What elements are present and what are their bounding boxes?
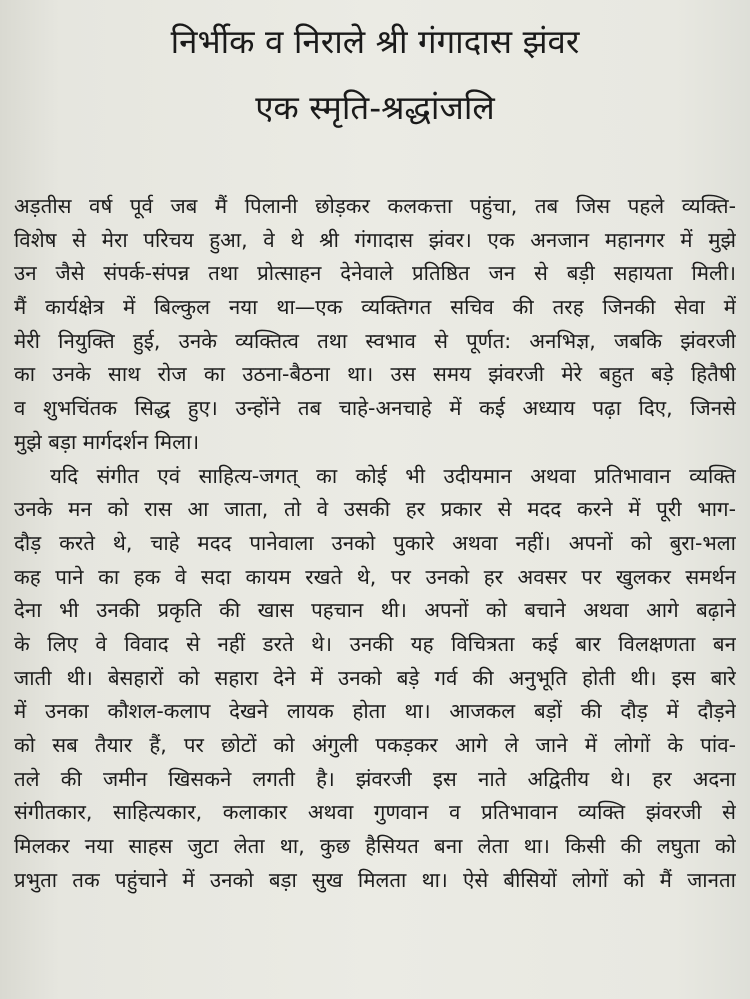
text-line: संगीतकार, साहित्यकार, कलाकार अथवा गुणवान व प्रतिभावान व्यक्ति झंवरजी से	[14, 800, 736, 825]
text-line: यदि संगीत एवं साहित्य-जगत् का कोई भी उदीयमान अथवा प्रतिभावान व्यक्ति	[50, 463, 736, 488]
text-line: में उनका कौशल-कलाप देखने लायक होता था। आजकल बड़ों की दौड़ में दौड़ने	[14, 699, 736, 724]
text-line: अड़तीस वर्ष पूर्व जब मैं पिलानी छोड़कर कलकत्ता पहुंचा, तब जिस पहले व्यक्ति-	[14, 194, 736, 218]
text-line: उनके मन को रास आ जाता, तो वे उसकी हर प्रकार से मदद करने में पूरी भाग-	[14, 497, 736, 522]
text-line: मिलकर नया साहस जुटा लेता था, कुछ हैसियत बना लेता था। किसी की लघुता को	[14, 834, 736, 859]
heading-line-2: एक स्मृति-श्रद्धांजलि	[255, 88, 495, 127]
text-line: दौड़ करते थे, चाहे मदद पानेवाला उनको पुकारे अथवा नहीं। अपनों को बुरा-भला	[14, 530, 736, 555]
text-line: मेरी नियुक्ति हुई, उनके व्यक्तित्व तथा स्वभाव से पूर्णत: अनभिज्ञ, जबकि झंवरजी	[14, 328, 736, 353]
text-line: मुझे बड़ा मार्गदर्शन मिला।	[14, 429, 200, 454]
text-line: मैं कार्यक्षेत्र में बिल्कुल नया था—एक व्यक्तिगत सचिव की तरह जिनकी सेवा में	[14, 295, 736, 320]
paragraph-2	[14, 460, 736, 898]
body-text	[14, 190, 736, 897]
text-line: कह पाने का हक वे सदा कायम रखते थे, पर उनको हर अवसर पर खुलकर समर्थन	[14, 564, 736, 589]
text-line: के लिए वे विवाद से नहीं डरते थे। उनकी यह विचित्रता कई बार विलक्षणता बन	[14, 631, 736, 656]
text-line: व शुभचिंतक सिद्ध हुए। उन्होंने तब चाहे-अनचाहे में कई अध्याय पढ़ा दिए, जिनसे	[14, 396, 736, 421]
text-line: जाती थी। बेसहारों को सहारा देने में उनको बड़े गर्व की अनुभूति होती थी। इस बारे	[14, 665, 736, 690]
paragraph-1	[14, 190, 736, 460]
text-line: तले की जमीन खिसकने लगती है। झंवरजी इस नाते अद्वितीय थे। हर अदना	[14, 766, 736, 791]
heading-line-1: निर्भीक व निराले श्री गंगादास झंवर	[170, 22, 580, 61]
text-line: को सब तैयार हैं, पर छोटों को अंगुली पकड़कर आगे ले जाने में लोगों के पांव-	[14, 733, 736, 757]
text-line: विशेष से मेरा परिचय हुआ, वे थे श्री गंगादास झंवर। एक अनजान महानगर में मुझे	[14, 227, 736, 252]
text-line: देना भी उनकी प्रकृति की खास पहचान थी। अपनों को बचाने अथवा आगे बढ़ाने	[14, 598, 736, 623]
text-line: उन जैसे संपर्क-संपन्न तथा प्रोत्साहन देनेवाले प्रतिष्ठित जन से बड़ी सहायता मिली।	[14, 261, 736, 286]
text-line: का उनके साथ रोज का उठना-बैठना था। उस समय झंवरजी मेरे बहुत बड़े हितैषी	[14, 362, 736, 387]
text-line: प्रभुता तक पहुंचाने में उनको बड़ा सुख मिलता था। ऐसे बीसियों लोगों को मैं जानता	[14, 867, 736, 892]
